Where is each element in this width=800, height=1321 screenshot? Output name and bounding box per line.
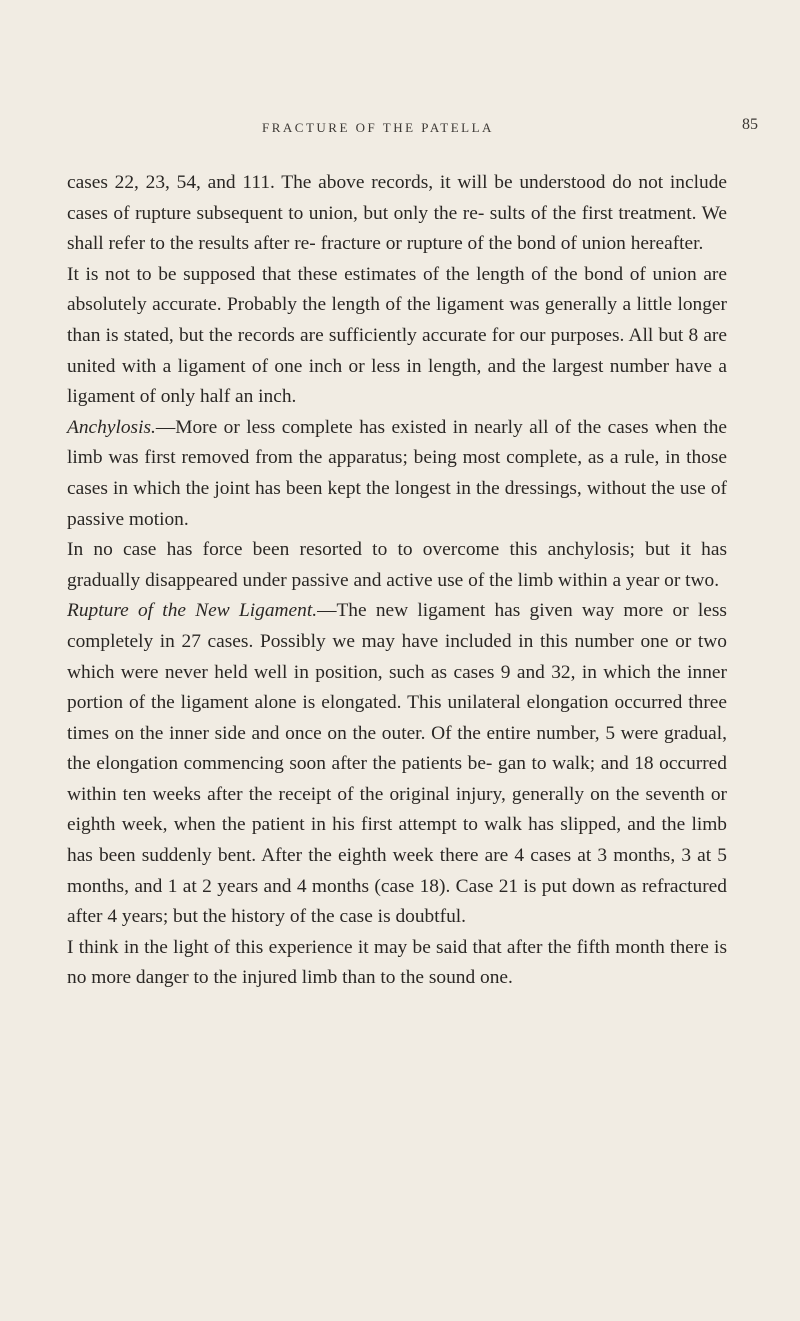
- paragraph-rupture: [67, 596, 727, 933]
- paragraph-anchylosis-text: —More or less complete has existed in nearly all of the cases when the limb was first removed from the apparatus; being most complete, as a rule, in those cases in which the joint has been kept the longest in the dressings, without the use of passive motion.: [67, 416, 727, 530]
- section-heading-anchylosis: Anchylosis.: [67, 416, 156, 438]
- paragraph-1-text: cases 22, 23, 54, and 111. The above records, it will be understood do not include cases of rupture subsequent to union, but only the re- sults of the first treatment. We shall refer to the results after re- fracture or rupture of the bond of union hereafter.: [67, 172, 727, 255]
- paragraph-1: [67, 168, 727, 260]
- page-number: 85: [742, 116, 758, 133]
- paragraph-anchylosis: [67, 413, 727, 535]
- paragraph-6: [67, 933, 727, 994]
- paragraph-4: [67, 535, 727, 596]
- paragraph-2-text: It is not to be supposed that these estimates of the length of the bond of union are absolutely accurate. Probably the length of the ligament was generally a little longer than is stated, but the records are sufficiently accurate for our purposes. All but 8 are united with a ligament of one inch or less in length, and the largest number have a ligament of only half an inch.: [67, 263, 727, 408]
- running-title: FRACTURE OF THE PATELLA: [262, 120, 494, 135]
- body-text: [67, 168, 727, 994]
- paragraph-6-text: I think in the light of this experience it may be said that after the fifth month there is no more danger to the injured limb than to the sound one.: [67, 936, 727, 989]
- paragraph-2: [67, 260, 727, 413]
- paragraph-rupture-text: —The new ligament has given way more or less completely in 27 cases. Possibly we may have included in this number one or two which were never held well in position, such as cases 9 and 32, in which the inner portion of the ligament alone is elongated. This unilateral elongation occurred three times on the inner side and once on the outer. Of the entire number, 5 were gradual, the elongation commencing soon after the patients be- gan to walk; and 18 occurred within ten weeks after the receipt of the original injury, generally on the seventh or eighth week, when the patient in his first attempt to walk has slipped, and the limb has been suddenly bent. After the eighth week there are 4 cases at 3 months, 3 at 5 months, and 1 at 2 years and 4 months (case 18). Case 21 is put down as refractured after 4 years; but the history of the case is doubtful.: [67, 600, 727, 928]
- paragraph-4-text: In no case has force been resorted to to overcome this anchylosis; but it has gradually disappeared under passive and active use of the limb within a year or two.: [67, 539, 727, 591]
- section-heading-rupture: Rupture of the New Ligament.: [67, 600, 318, 622]
